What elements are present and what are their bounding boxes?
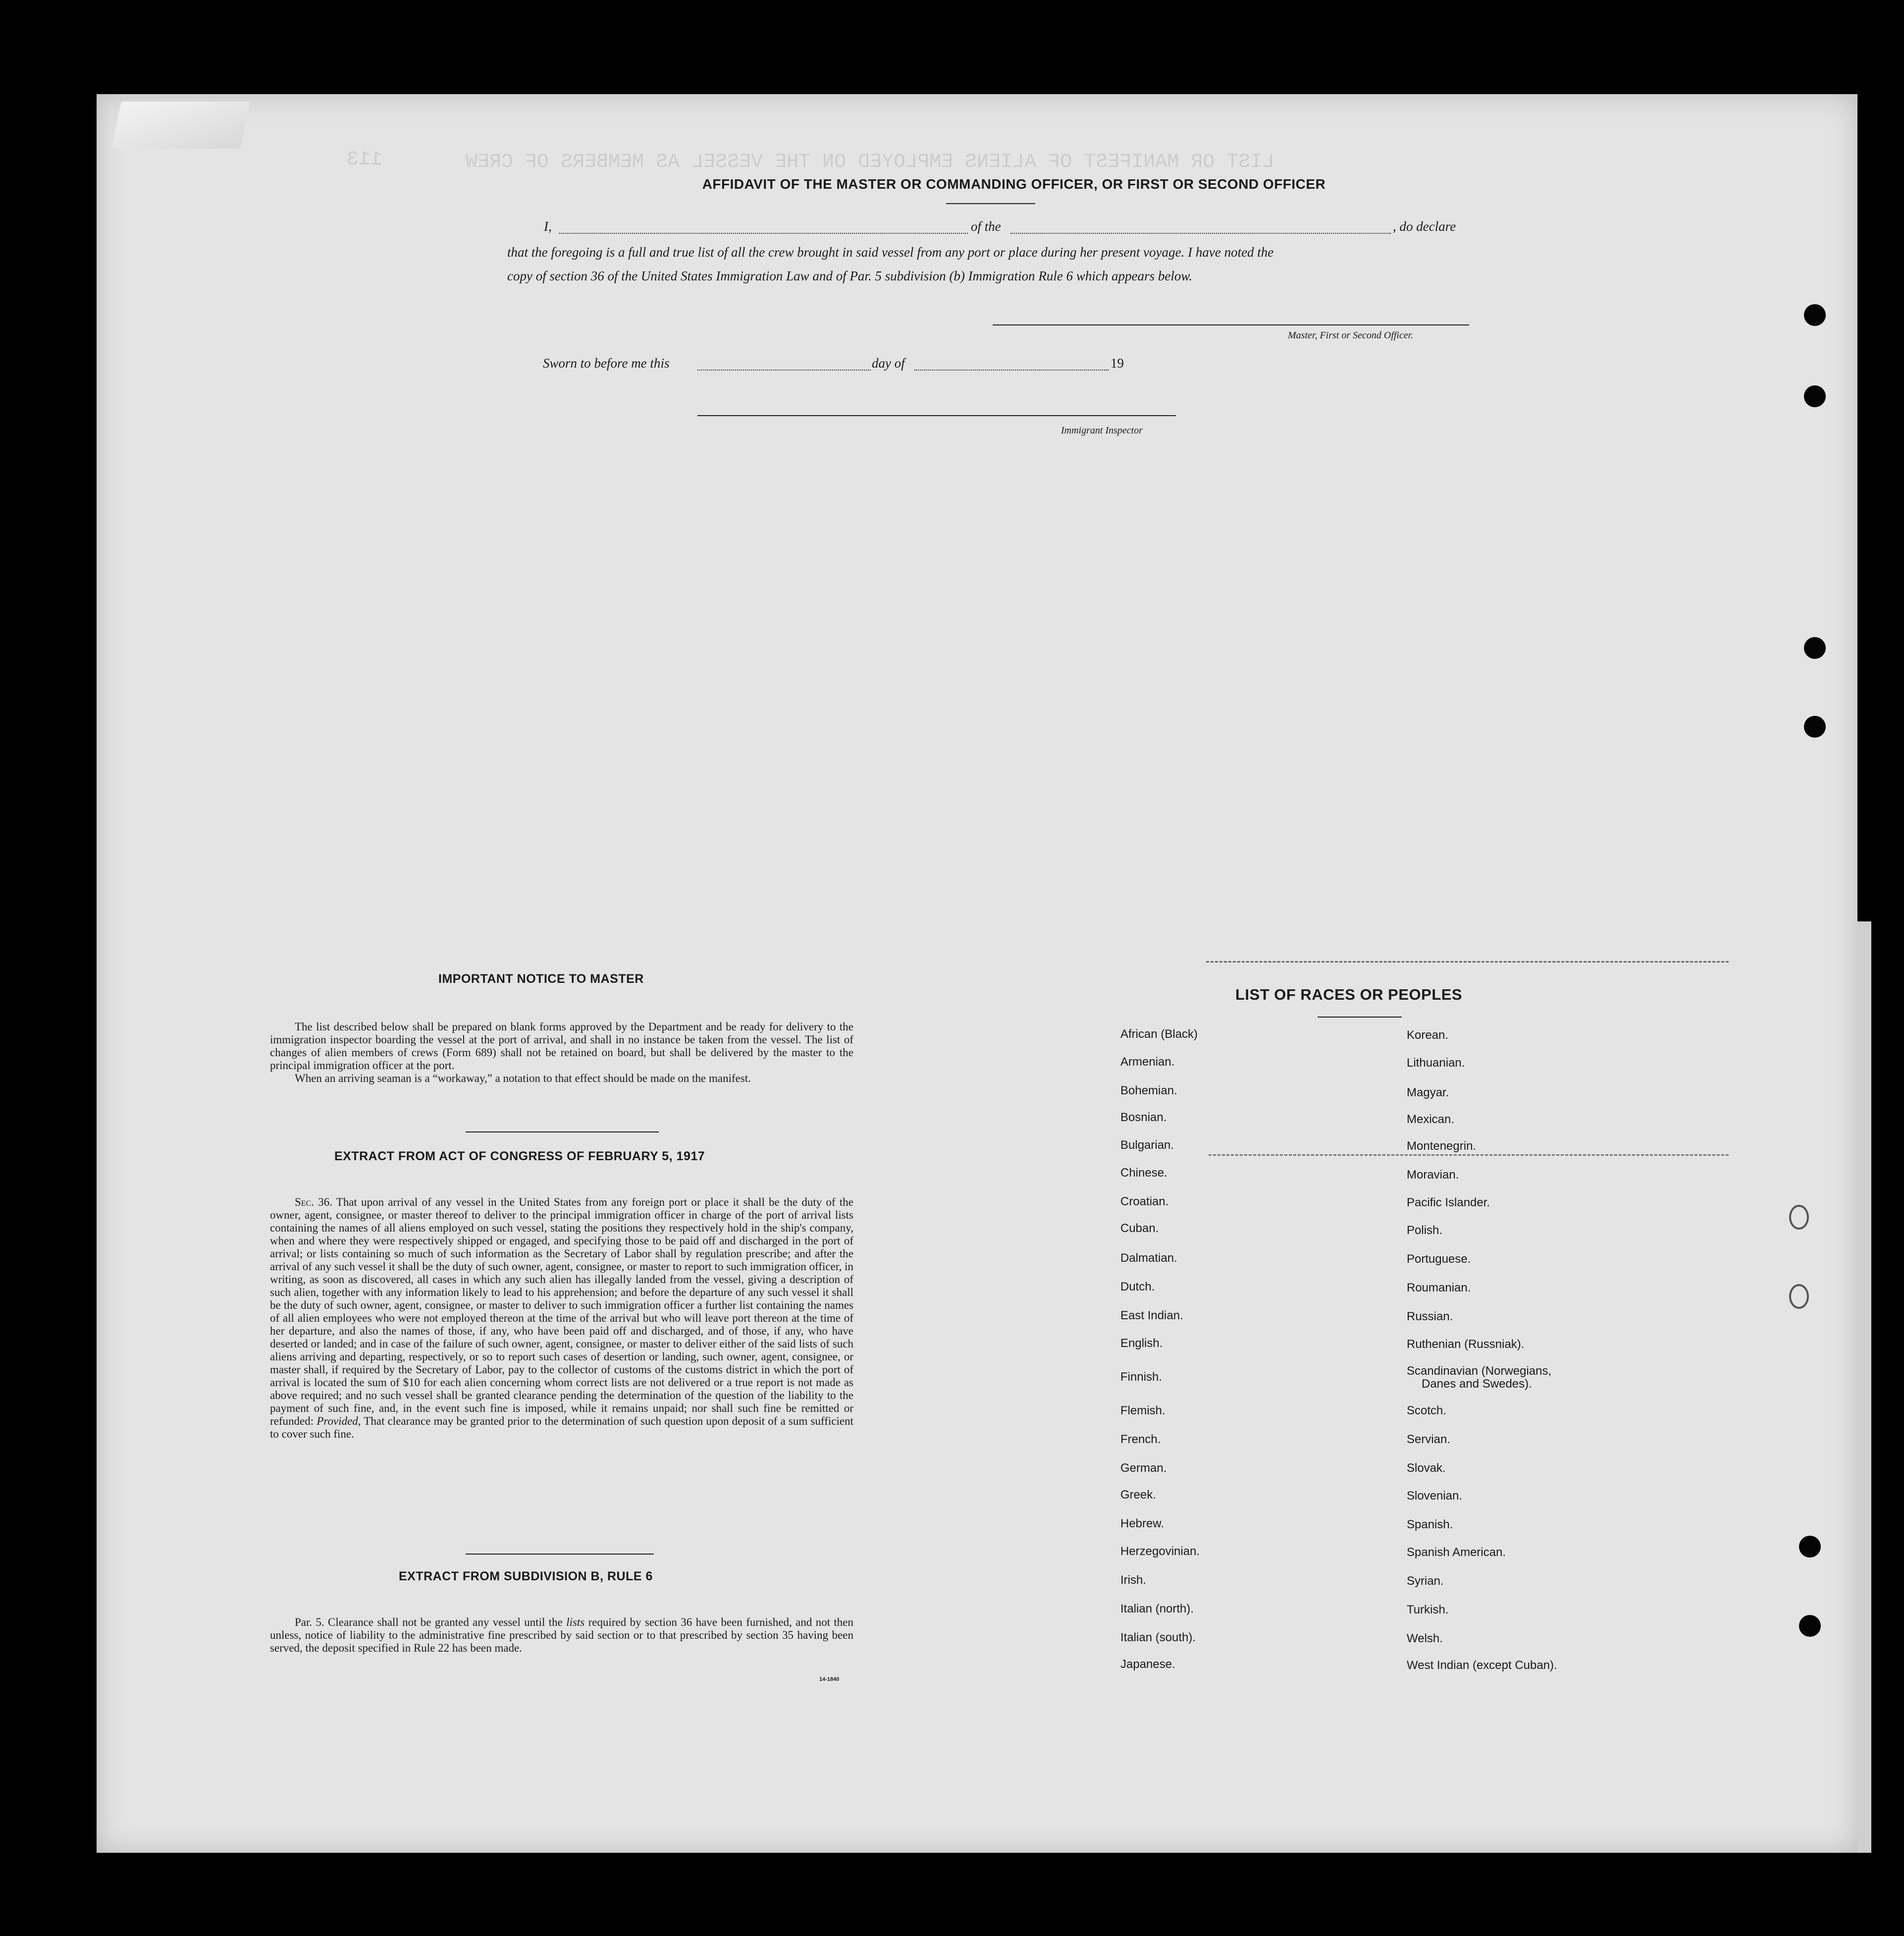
proviso-label: Provided,: [317, 1415, 361, 1427]
sworn-month-field[interactable]: [914, 370, 1109, 371]
punch-hole-icon: [1799, 1615, 1821, 1637]
punch-hole-icon: [1799, 1536, 1821, 1558]
master-signature-caption: Master, First or Second Officer.: [1288, 330, 1414, 341]
form-number: 14-1840: [819, 1676, 840, 1682]
rule-lists-word: lists: [566, 1616, 585, 1628]
bleed-through-page-number: 113: [347, 149, 383, 171]
affidavit-statement-line1: that the foregoing is a full and true list of all the crew brought in said vessel from any port or place during her present voyage. I have noted the: [507, 245, 1274, 260]
race-item: Dalmatian.: [1120, 1251, 1177, 1265]
race-item: Scotch.: [1407, 1404, 1447, 1417]
rule-extract-title: EXTRACT FROM SUBDIVISION B, RULE 6: [399, 1569, 653, 1583]
race-item: Italian (south).: [1120, 1631, 1196, 1644]
notice-divider: [466, 1131, 659, 1132]
race-item: Spanish.: [1407, 1518, 1453, 1531]
notice-body: [270, 1021, 853, 1085]
proviso-text: That clearance may be granted prior to the determination of such question upon deposit of a sum sufficient to cover such fine.: [270, 1415, 853, 1440]
sworn-label: Sworn to before me this: [543, 356, 670, 371]
bleed-through-header: LIST OR MANIFEST OF ALIENS EMPLOYED ON THE VESSEL AS MEMBERS OF CREW: [466, 151, 1274, 173]
race-item: East Indian.: [1120, 1309, 1183, 1322]
rule-text-end: required by section 36 have been furnished, and not then unless, notice of liability to the administrative fine prescribed by said section or to that prescribed by section 35 having been served, the deposit specified in Rule 22 has been made.: [270, 1616, 854, 1654]
master-name-field[interactable]: [559, 233, 968, 234]
race-item: Magyar.: [1407, 1086, 1449, 1099]
vessel-name-field[interactable]: [1010, 233, 1391, 234]
race-item: French.: [1120, 1433, 1161, 1446]
affidavit-i-label: I,: [544, 219, 552, 234]
punch-hole-icon: [1804, 716, 1826, 738]
races-left-column: [1120, 1027, 1398, 1681]
act-extract-body: [270, 1196, 853, 1441]
race-item: Ruthenian (Russniak).: [1407, 1338, 1525, 1351]
race-item: German.: [1120, 1461, 1167, 1475]
section-label: Sec. 36.: [295, 1196, 332, 1208]
race-item: Dutch.: [1120, 1280, 1155, 1293]
race-item: Bohemian.: [1120, 1084, 1177, 1097]
race-item: Hebrew.: [1120, 1517, 1164, 1530]
act-extract-title: EXTRACT FROM ACT OF CONGRESS OF FEBRUARY 5, 1917: [334, 1149, 705, 1163]
year-prefix: 19: [1111, 356, 1124, 371]
notice-paragraph-2: When an arriving seaman is a “workaway,” a notation to that effect should be made on the manifest.: [295, 1072, 751, 1084]
race-item: Portuguese.: [1407, 1252, 1471, 1266]
race-item: Syrian.: [1407, 1574, 1444, 1588]
inspector-caption: Immigrant Inspector: [1061, 425, 1143, 436]
race-item: Greek.: [1120, 1488, 1157, 1502]
race-item: Scandinavian (Norwegians,: [1407, 1364, 1552, 1378]
race-item: Mexican.: [1407, 1113, 1455, 1126]
rule-text-start: Par. 5. Clearance shall not be granted any vessel until the: [295, 1616, 563, 1628]
race-item: Russian.: [1407, 1310, 1453, 1323]
folded-corner: [111, 102, 250, 149]
race-item: Korean.: [1407, 1028, 1449, 1042]
race-item: Moravian.: [1407, 1168, 1459, 1182]
punch-hole-icon: [1804, 304, 1826, 326]
bleed-through-dash-line: [1206, 961, 1729, 963]
inspector-signature-line[interactable]: [697, 415, 1176, 416]
race-item: Lithuanian.: [1407, 1056, 1465, 1070]
punch-hole-icon: [1804, 637, 1826, 659]
race-item: Bosnian.: [1120, 1111, 1167, 1124]
race-item: Roumanian.: [1407, 1281, 1471, 1294]
race-item: African (Black): [1120, 1027, 1198, 1041]
race-item: Pacific Islander.: [1407, 1196, 1490, 1209]
race-item: Slovak.: [1407, 1461, 1446, 1475]
race-item: Slovenian.: [1407, 1489, 1463, 1503]
punch-hole-icon: [1789, 1205, 1809, 1230]
punch-hole-icon: [1804, 385, 1826, 407]
race-item: Servian.: [1407, 1433, 1451, 1446]
master-signature-line[interactable]: [993, 324, 1469, 325]
races-right-column: [1407, 1027, 1724, 1681]
day-of-label: day of: [872, 356, 905, 371]
race-item: Italian (north).: [1120, 1602, 1194, 1615]
race-item: Danes and Swedes).: [1422, 1377, 1532, 1391]
act-divider: [466, 1554, 654, 1555]
race-item: English.: [1120, 1337, 1163, 1350]
punch-hole-icon: [1789, 1284, 1809, 1309]
races-title-underline: [1318, 1017, 1402, 1018]
affidavit-title-underline: [946, 203, 1035, 204]
race-item: Croatian.: [1120, 1195, 1169, 1208]
race-item: Herzegovinian.: [1120, 1545, 1200, 1558]
race-item: Bulgarian.: [1120, 1138, 1174, 1152]
sworn-day-field[interactable]: [697, 370, 871, 371]
affidavit-of-the-label: of the: [971, 219, 1001, 234]
race-item: Flemish.: [1120, 1404, 1165, 1417]
race-item: West Indian (except Cuban).: [1407, 1659, 1557, 1672]
affidavit-do-declare: , do declare: [1393, 219, 1456, 234]
section-36-text: That upon arrival of any vessel in the United States from any foreign port or place it shall be the duty of the owner, agent, consignee, or master thereof to deliver to the principal immigration officer in charge of the port of arrival lists containing the names of all aliens employed on such vessel, stating the positions they respectively hold in the ship's company, when and where they were respectively shipped or engaged, and specifying those to be paid off and discharged in the port of arrival; or lists containing so much of such information as the Secretary of Labor shall by regulation prescribe; and after the arrival of any such vessel it shall be the duty of such owner, agent, consignee, or master to report to such immigration officer, in writing, as soon as discovered, all cases in which any such alien has illegally landed from the vessel, giving a description of such alien, together with any information likely to lead to his apprehension; and before the departure of any such vessel it shall be the duty of such owner, agent, consignee, or master to deliver to such immigration officer a further list containing the names of all alien employees who were not employed thereon at the time of the arrival but who will leave port thereon at the time of her departure, and also the names of those, if any, who have been paid off and discharged, and of those, if any, who have deserted or landed; and in case of the failure of such owner, agent, consignee, or master to deliver either of the said lists of such aliens arriving and departing, respectively, or so to report such cases of desertion or landing, such owner, agent, consignee, or master shall, if required by the Secretary of Labor, pay to the collector of customs of the customs district in which the port of arrival is located the sum of $10 for each alien concerning whom correct lists are not delivered or a true report is not made as above required; and no such vessel shall be granted clearance pending the determination of the question of the liability to the payment of such fine, and, in the event such fine is imposed, while it remains unpaid; nor shall such fine be remitted or refunded:: [270, 1196, 853, 1427]
race-item: Polish.: [1407, 1224, 1443, 1237]
affidavit-statement-line2: copy of section 36 of the United States Immigration Law and of Par. 5 subdivision (b) Immigration Rule 6 which appears below.: [507, 269, 1193, 283]
race-item: Irish.: [1120, 1573, 1147, 1587]
race-item: Spanish American.: [1407, 1546, 1506, 1559]
races-title: LIST OF RACES OR PEOPLES: [1235, 986, 1463, 1003]
race-item: Welsh.: [1407, 1632, 1443, 1645]
notice-title: IMPORTANT NOTICE TO MASTER: [438, 972, 644, 986]
affidavit-title: AFFIDAVIT OF THE MASTER OR COMMANDING OFFICER, OR FIRST OR SECOND OFFICER: [702, 176, 1326, 192]
race-item: Armenian.: [1120, 1055, 1175, 1069]
notice-paragraph-1: The list described below shall be prepared on blank forms approved by the Department and be ready for delivery to the immigration inspector boarding the vessel at the port of arrival, and shall in no instance be taken from the vessel. The list of changes of alien members of crews (Form 689) shall not be retained on board, but shall be delivered by the master to the principal immigration officer at the port.: [270, 1021, 853, 1072]
race-item: Cuban.: [1120, 1222, 1159, 1235]
race-item: Japanese.: [1120, 1658, 1175, 1671]
race-item: Chinese.: [1120, 1166, 1167, 1180]
race-item: Finnish.: [1120, 1370, 1163, 1384]
page-edge: [1857, 921, 1871, 1853]
race-item: Turkish.: [1407, 1603, 1449, 1616]
rule-extract-body: [270, 1616, 853, 1655]
race-item: Montenegrin.: [1407, 1139, 1477, 1153]
